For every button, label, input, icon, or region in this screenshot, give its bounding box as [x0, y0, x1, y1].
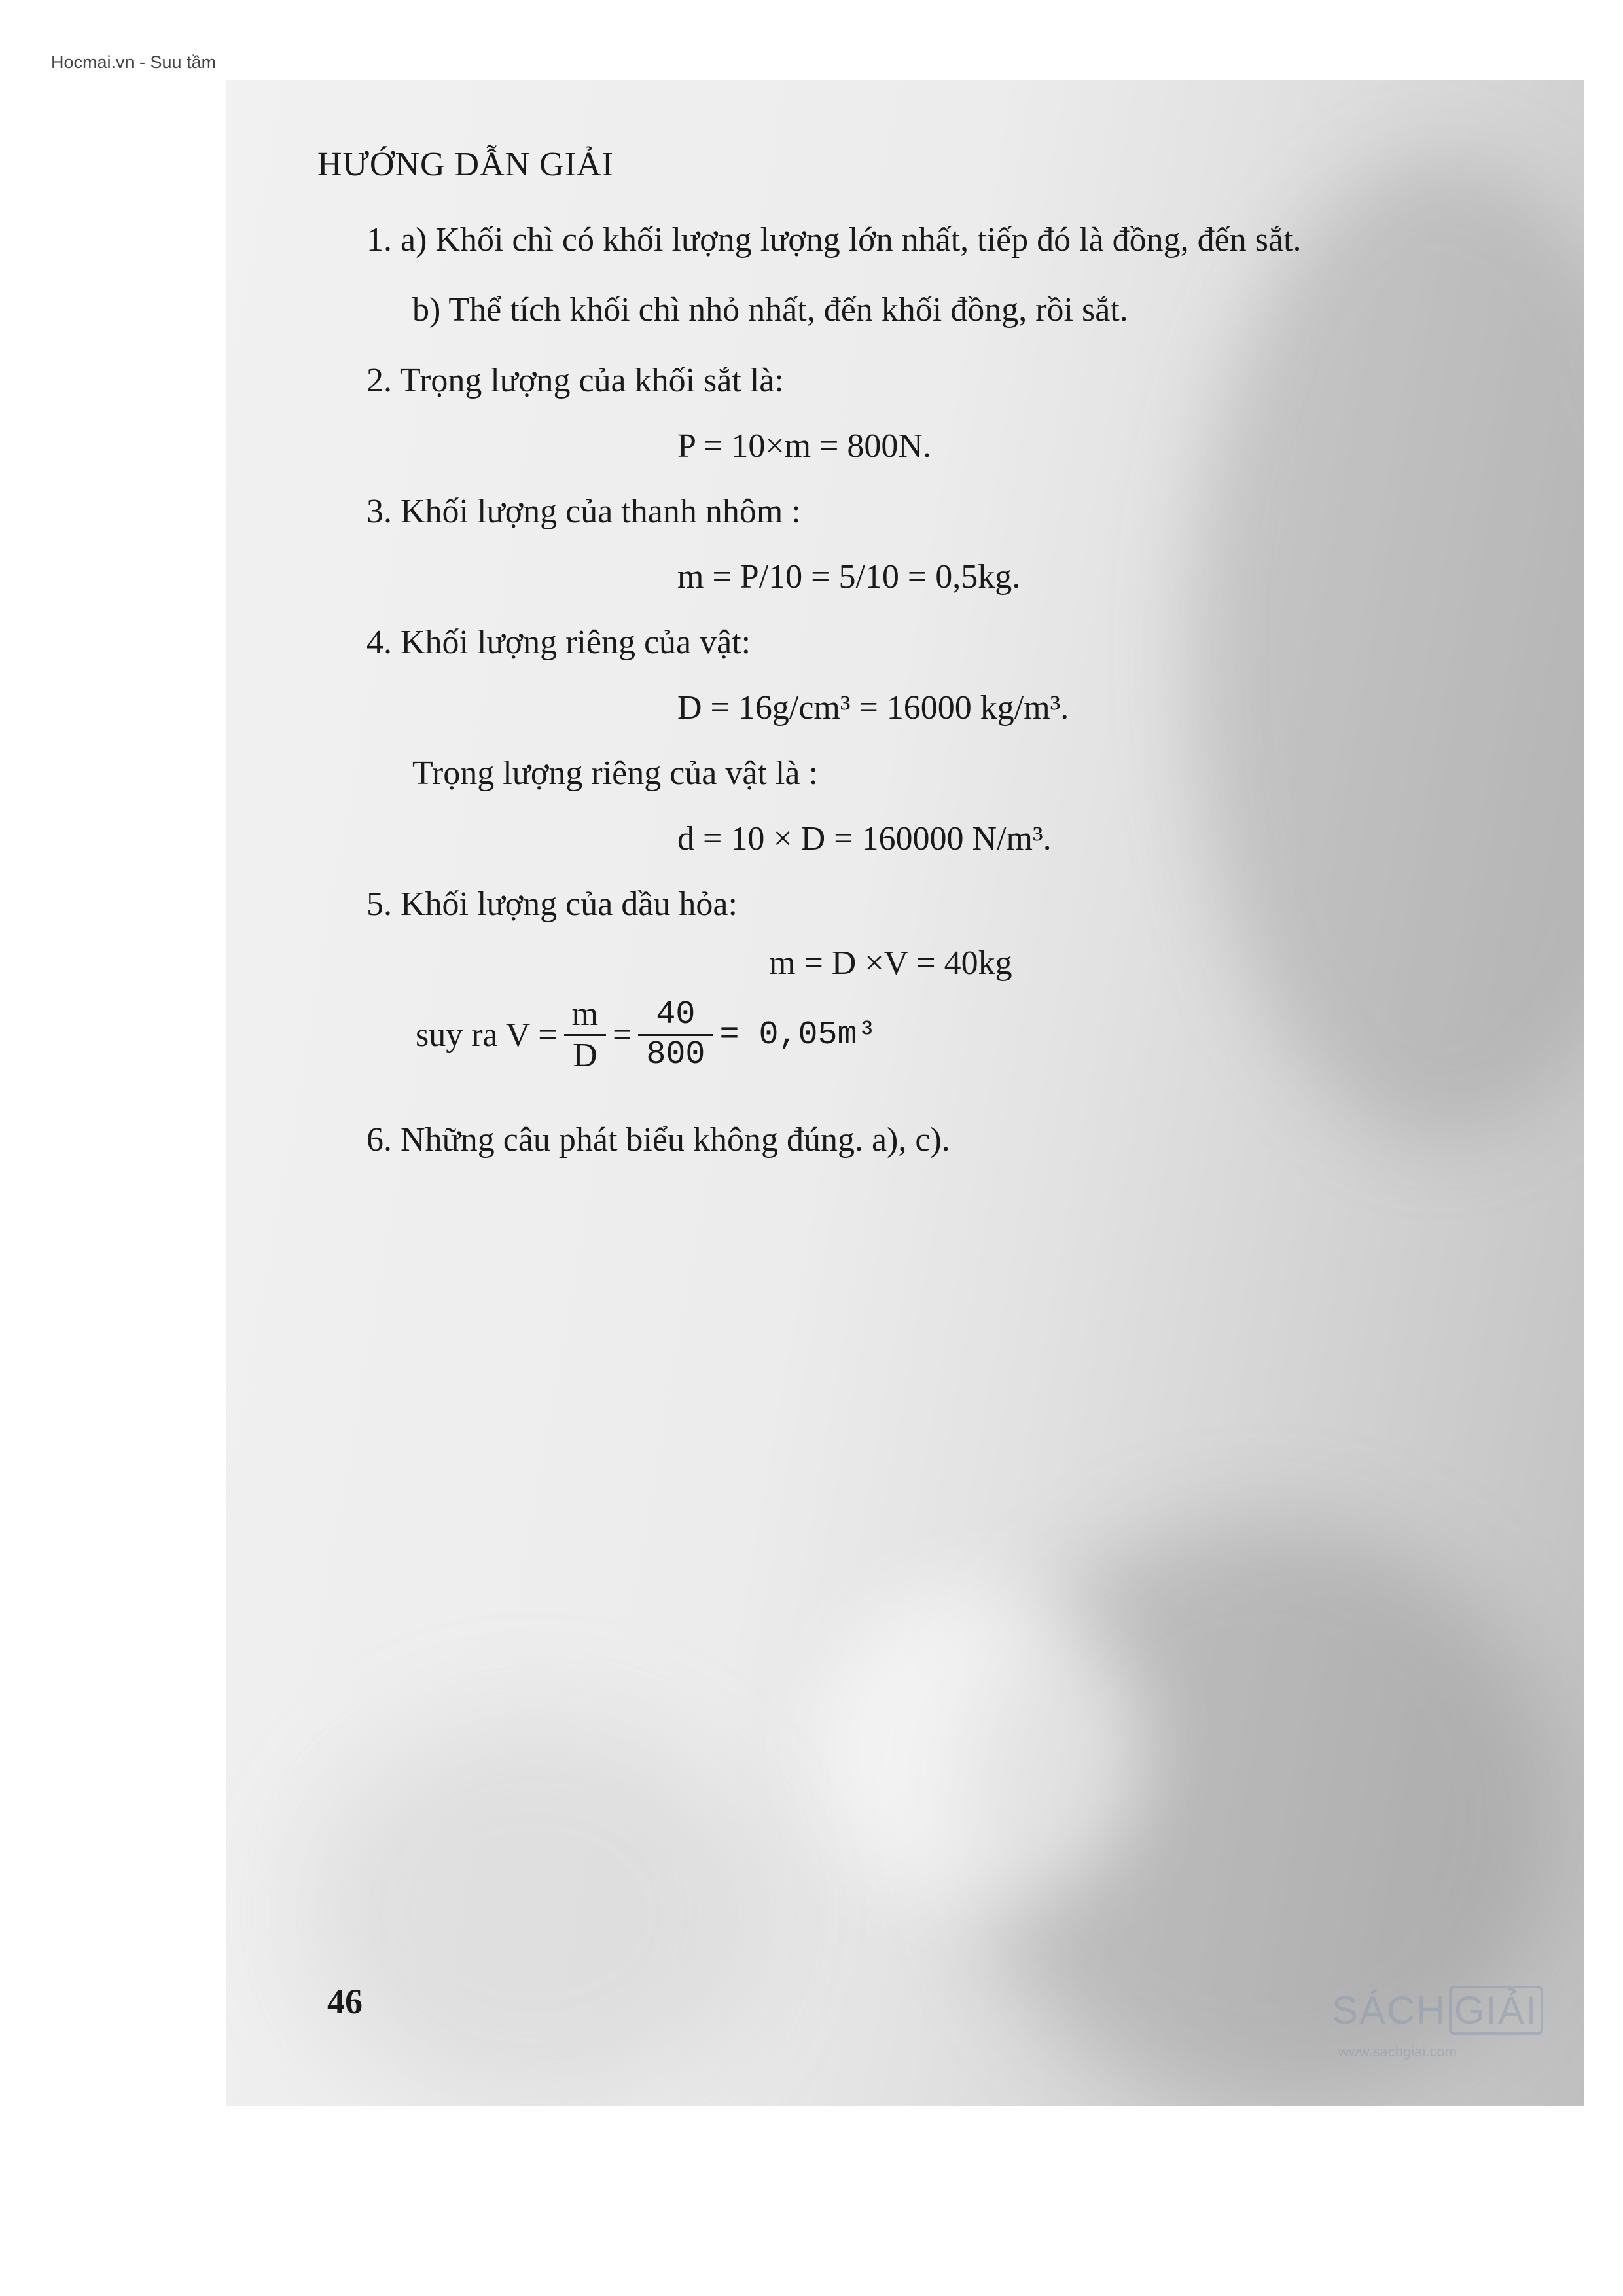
fraction-m-over-d — [564, 995, 606, 1075]
answer-3-formula: m = P/10 = 5/10 = 0,5kg. — [677, 558, 1021, 596]
page-heading: HƯỚNG DẪN GIẢI — [317, 146, 614, 183]
fraction-numerator: 40 — [656, 996, 696, 1034]
watermark-logo — [1332, 1988, 1546, 2033]
volume-fraction-equation — [416, 995, 876, 1075]
answer-1a: 1. a) Khối chì có khối lượng lượng lớn nhất, tiếp đó là đồng, đến sắt. — [366, 221, 1302, 259]
fraction-40-over-800 — [638, 996, 713, 1073]
watermark-text-giai: GIẢI — [1449, 1986, 1543, 2035]
fraction-denominator: D — [573, 1036, 597, 1074]
fraction-numerator: m — [571, 996, 599, 1033]
watermark-text-sach: SÁCH — [1332, 1988, 1446, 2032]
answer-5: 5. Khối lượng của dầu hỏa: — [366, 886, 738, 923]
equals-sign: = — [613, 1016, 632, 1054]
answer-6: 6. Những câu phát biểu không đúng. a), c). — [366, 1121, 950, 1158]
scanned-page — [226, 80, 1584, 2106]
fraction-denominator: 800 — [646, 1035, 705, 1073]
answer-2-formula: P = 10×m = 800N. — [677, 427, 931, 465]
answer-4-formula2: d = 10 × D = 160000 N/m³. — [677, 820, 1052, 857]
answer-5-formula: m = D ×V = 40kg — [769, 944, 1012, 982]
answer-4: 4. Khối lượng riêng của vật: — [366, 624, 751, 661]
scan-shadow — [1191, 158, 1584, 1140]
answer-4-formula: D = 16g/cm³ = 16000 kg/m³. — [677, 689, 1069, 726]
equation-prefix: suy ra V = — [416, 1016, 558, 1054]
answer-3: 3. Khối lượng của thanh nhôm : — [366, 493, 801, 530]
answer-4-text2: Trọng lượng riêng của vật là : — [412, 755, 818, 792]
watermark-url: www.sachgiai.com — [1338, 2043, 1457, 2060]
answer-2: 2. Trọng lượng của khối sắt là: — [366, 362, 784, 399]
page-number: 46 — [327, 1982, 363, 2021]
scan-shadow — [304, 1716, 762, 2106]
equation-result: = 0,05m³ — [719, 1016, 877, 1054]
scan-highlight — [815, 1585, 1142, 1912]
source-note: Hocmai.vn - Suu tầm — [51, 52, 217, 72]
answer-1b: b) Thể tích khối chì nhỏ nhất, đến khối đồng, rồi sắt. — [412, 291, 1128, 329]
